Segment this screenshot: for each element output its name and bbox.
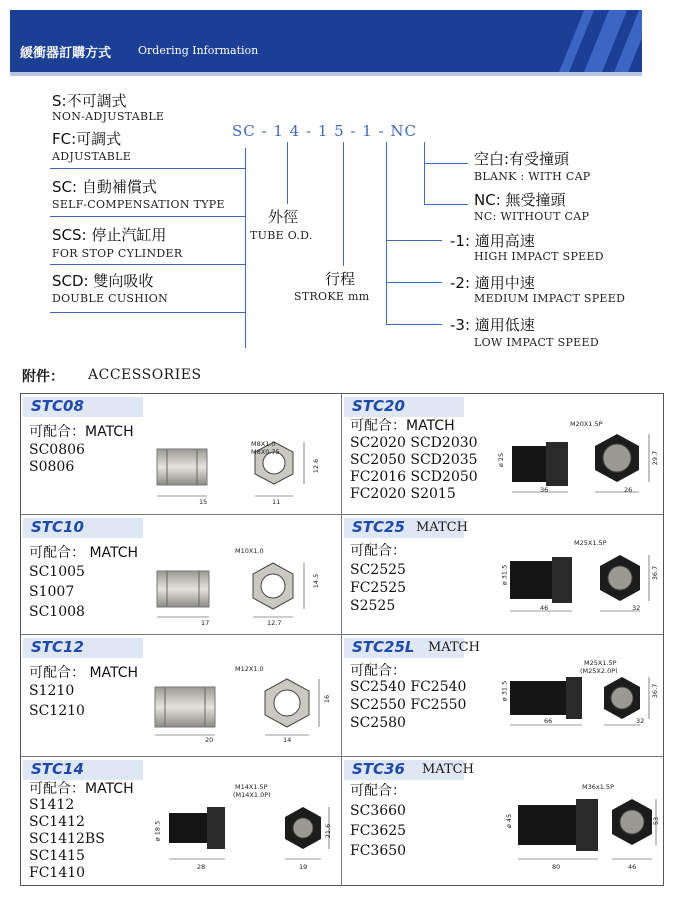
stc25-drawing [492,543,660,633]
dim-thread-alt: (M25X2.0P) [580,667,618,675]
model-item: S1007 [29,584,75,600]
dim-hex: 32 [636,717,645,725]
model-item: SC1412 [29,814,85,830]
dim-height: 21.6 [324,823,333,839]
accessory-code: STC14 [31,760,84,778]
connector-line [424,142,425,204]
left-item-cn: S:不可調式 [52,92,127,110]
cap-face [603,444,631,472]
connector-line [50,168,245,169]
cap-body [510,681,566,715]
accessories-title-en: ACCESSORIES [88,367,202,383]
connector-line [50,264,245,265]
cap-hex [576,799,598,851]
header-title-cn: 緩衝器訂購方式 [20,46,112,61]
right-item-en: MEDIUM IMPACT SPEED [474,292,626,305]
match-label: 可配合： [350,663,406,679]
right-item-cn: -2: 適用中速 [450,274,535,292]
right-item-en: NC: WITHOUT CAP [474,210,590,223]
dim-hex: 26 [624,486,633,494]
cap-face [293,818,313,838]
model-item: SC2050 SCD2035 [350,452,478,468]
accessories-grid [20,393,664,886]
model-item: FC3650 [350,843,407,859]
model-item: SC0806 [29,442,85,458]
connector-line [50,312,245,313]
accessory-cell-stc14 [21,757,342,885]
dim-length: 15 [199,498,208,506]
dim-thread: M14X1.5P [235,783,268,791]
dim-length: 80 [552,863,561,871]
dim-diameter: ø 31.5 [500,564,509,586]
dim-hex: 32 [632,604,641,612]
connector-line [386,142,387,324]
dim-height: 53 [652,816,661,826]
dim-thread: M10X1.0 [235,547,264,555]
left-item-cn: SC: 自動補償式 [52,178,157,196]
dim-thread-alt: (M14X1.0P) [233,791,271,799]
stc10-drawing [149,547,339,633]
model-item: S2525 [350,598,396,614]
accessory-code: STC10 [31,518,84,536]
connector-line [245,148,246,348]
accessory-code: STC12 [31,638,84,656]
right-item-en: HIGH IMPACT SPEED [474,250,604,263]
dim-height: 16 [323,694,332,704]
dim-hex: 12.7 [267,619,282,627]
match-label: 可配合：MATCH [350,418,455,434]
accessory-code: STC20 [352,397,405,415]
dim-thread: M20X1.5P [570,420,603,428]
model-item: S1210 [29,683,75,699]
right-item-en: LOW IMPACT SPEED [474,336,599,349]
dim-hex: 19 [299,863,308,871]
tube-od-en: TUBE O.D. [250,229,313,242]
left-item-en: ADJUSTABLE [52,150,132,163]
accessory-cell-stc25l [342,635,663,757]
left-item-en: FOR STOP CYLINDER [52,247,183,260]
stc08-drawing [149,424,339,512]
left-item-en: NON-ADJUSTABLE [52,110,165,123]
dim-thread-alt: M8X0.75 [251,448,280,456]
model-item: SC2580 [350,715,406,731]
nut-bore [261,574,285,598]
stc20-drawing [492,422,660,512]
model-item: FC1410 [29,865,86,881]
banner-shadow [10,72,642,76]
dim-length: 36 [540,486,549,494]
stc12-drawing [149,667,339,755]
stroke-cn: 行程 [325,270,356,288]
left-item-en: SELF-COMPENSATION TYPE [52,198,225,211]
model-item: FC2525 [350,580,407,596]
model-item: SC2540 FC2540 [350,679,467,695]
dim-length: 20 [205,736,214,744]
match-label: 可配合： MATCH [29,545,139,561]
accessory-code: STC25L [352,638,415,656]
match-inline: MATCH [416,520,468,535]
model-item: SC1415 [29,848,85,864]
dim-diameter: ø 25 [497,452,506,468]
match-label: 可配合： [350,783,406,799]
accessories-title-cn: 附件： [22,369,64,385]
accessory-cell-stc36 [342,757,663,885]
right-item-en: BLANK : WITH CAP [474,170,591,183]
cap-hex [552,557,572,603]
connector-line [343,142,344,266]
right-item-cn: 空白:有受撞頭 [474,150,570,168]
model-item: SC3660 [350,803,406,819]
cap-body [510,561,552,599]
connector-line [386,324,442,325]
left-item-cn: SCS: 停止汽缸用 [52,226,167,244]
model-item: FC2020 S2015 [350,486,456,502]
stroke-en: STROKE mm [294,290,370,303]
model-item: SC2550 FC2550 [350,697,467,713]
stc25l-drawing [492,663,660,753]
right-item-cn: NC: 無受撞頭 [474,191,566,209]
connector-line [424,163,468,164]
left-item-cn: FC:可調式 [52,130,122,148]
left-item-en: DOUBLE CUSHION [52,292,169,305]
accessory-cell-stc12 [21,635,342,757]
dim-height: 12.6 [312,458,321,474]
match-label: 可配合： MATCH [29,665,139,681]
dim-diameter: ø 31.5 [500,680,509,702]
dim-thread: M8X1.0 [251,440,276,448]
dim-length: 46 [540,604,549,612]
dim-height: 36.7 [651,683,660,699]
match-inline: MATCH [428,640,480,655]
dim-height: 36.7 [651,565,660,581]
cap-body [169,813,207,843]
dim-hex: 11 [272,498,281,506]
model-item: SC1412BS [29,831,105,847]
cap-hex [566,677,582,719]
model-item: SC2525 [350,562,406,578]
match-label: 可配合： [350,543,406,559]
nut-side-view [157,571,209,607]
nut-side-view [155,687,215,727]
connector-line [50,216,245,217]
dim-diameter: ø 18.5 [153,820,162,842]
dim-diameter: ø 45 [505,813,514,829]
cap-face [608,566,632,590]
right-item-cn: -1: 適用高速 [450,232,535,250]
dim-length: 66 [544,717,553,725]
dim-thread: M25X1.5P [574,539,607,547]
left-item-cn: SCD: 雙向吸收 [52,272,154,290]
model-item: SC1210 [29,703,85,719]
dim-hex: 46 [628,863,637,871]
dim-length: 28 [197,863,206,871]
nut-bore [274,690,300,716]
header-title-en: Ordering Information [138,44,259,57]
model-code: SC - 1 4 - 1 5 - 1 - NC [232,122,418,140]
dim-thread: M25X1.5P [584,659,617,667]
cap-body [518,805,576,845]
dim-thread: M36x1.5P [582,783,614,791]
model-item: SC1005 [29,564,85,580]
connector-line [287,142,288,204]
tube-od-cn: 外徑 [268,208,299,226]
model-item: SC1008 [29,604,85,620]
cap-body [512,446,546,482]
dim-height: 14.5 [312,573,321,589]
accessory-code: STC25 [352,518,405,536]
match-label: 可配合：MATCH [29,781,134,797]
match-label: 可配合：MATCH [29,424,134,440]
accessory-cell-stc20 [342,394,663,515]
cap-face [620,810,644,834]
dim-thread: M12X1.0 [235,665,264,673]
accessory-code: STC08 [31,397,84,415]
accessory-cell-stc10 [21,515,342,635]
dim-hex: 14 [283,736,292,744]
cap-hex [207,807,225,849]
model-item: SC2020 SCD2030 [350,435,478,451]
accessory-cell-stc25 [342,515,663,635]
connector-line [386,282,442,283]
accessory-cell-stc08 [21,394,342,515]
model-item: FC2016 SCD2050 [350,469,478,485]
cap-face [611,687,633,709]
dim-height: 29.7 [651,450,660,466]
model-item: S1412 [29,797,75,813]
model-item: FC3625 [350,823,407,839]
accessory-code: STC36 [352,760,405,778]
model-item: S0806 [29,459,75,475]
match-inline: MATCH [422,762,474,777]
nut-side-view [157,449,207,485]
connector-line [424,204,468,205]
header-banner [10,10,642,72]
right-item-cn: -3: 適用低速 [450,316,535,334]
connector-line [386,240,442,241]
dim-length: 17 [201,619,210,627]
cap-hex [546,442,568,486]
